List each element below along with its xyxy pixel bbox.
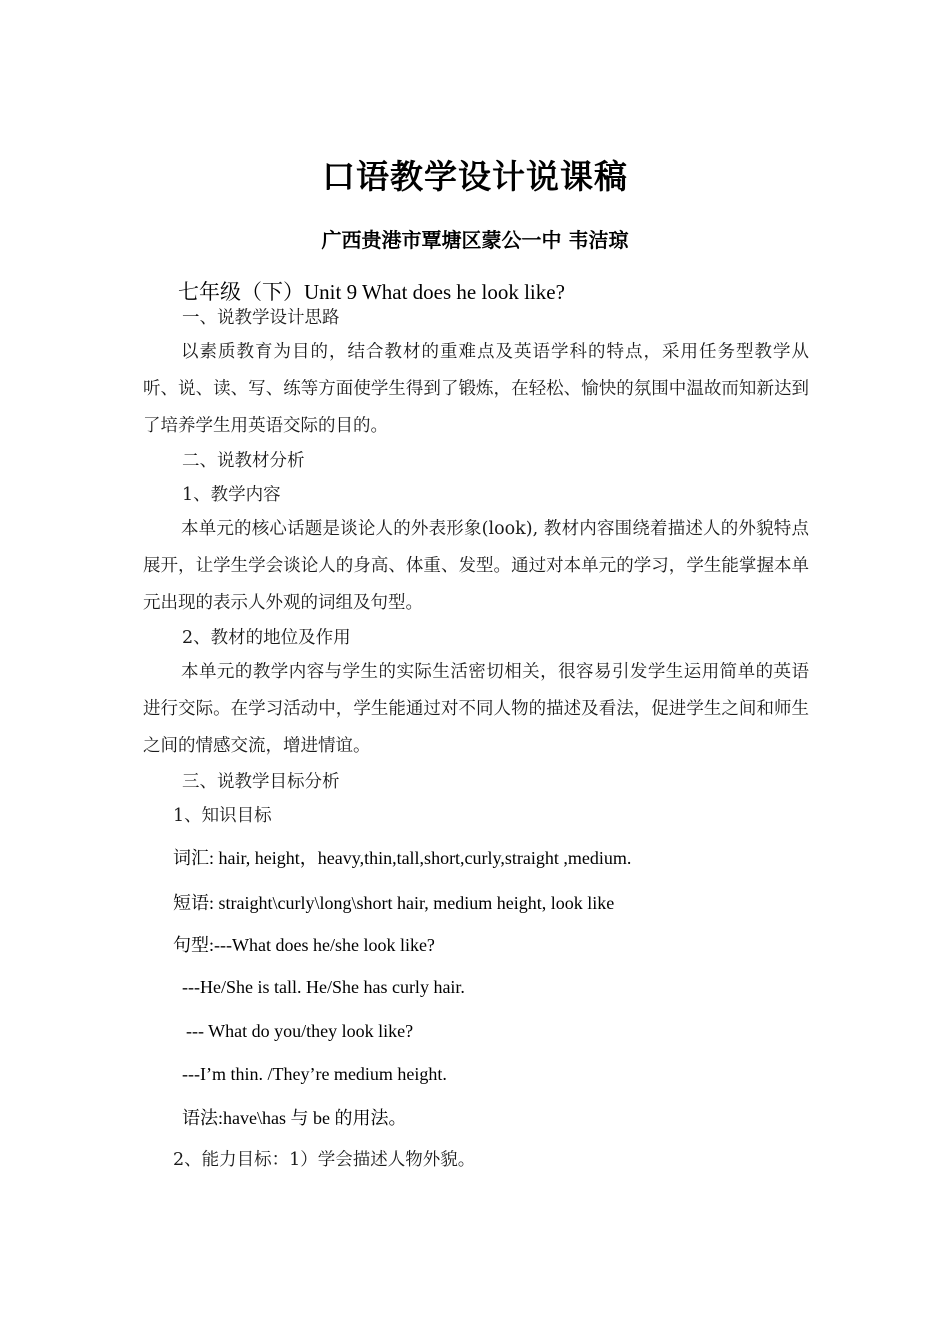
grammar-line: 语法:have\has 与 be 的用法。 (182, 1108, 407, 1128)
phrases-line: 短语: straight\curly\long\short hair, medium height, look like (173, 893, 615, 913)
section1-heading: 一、说教学设计思路 (182, 308, 340, 328)
section2-sub2-heading: 2、教材的地位及作用 (182, 628, 351, 648)
unit-heading: 七年级（下）Unit 9 What does he look like? (178, 280, 565, 304)
section2-sub1-heading: 1、教学内容 (182, 485, 281, 505)
knowledge-goals-heading: 1、知识目标 (173, 806, 272, 826)
section3-heading: 三、说教学目标分析 (182, 772, 340, 792)
section2-sub2-paragraph: 本单元的教学内容与学生的实际生活密切相关，很容易引发学生运用简单的英语进行交际。在学习活动中，学生能通过对不同人物的描述及看法，促进学生之间和师生之间的情感交流，增进情谊。 (143, 662, 809, 756)
pattern-example-2: --- What do you/they look like? (186, 1021, 414, 1041)
section2-heading: 二、说教材分析 (182, 451, 305, 471)
sentence-pattern-line: 句型:---What does he/she look like? (173, 935, 435, 955)
section1-paragraph: 以素质教育为目的，结合教材的重难点及英语学科的特点，采用任务型教学从听、说、读、写、练等方面使学生得到了锻炼，在轻松、愉快的氛围中温故而知新达到了培养学生用英语交际的目的。 (143, 342, 809, 436)
vocabulary-line: 词汇: hair, height，heavy,thin,tall,short,curly,straight ,medium. (173, 848, 632, 868)
ability-goals-line: 2、能力目标：1）学会描述人物外貌。 (173, 1150, 476, 1170)
pattern-example-3: ---I’m thin. /They’re medium height. (182, 1064, 447, 1084)
pattern-example-1: ---He/She is tall. He/She has curly hair. (182, 977, 465, 997)
document-title: 口语教学设计说课稿 (322, 157, 628, 196)
section2-sub1-paragraph: 本单元的核心话题是谈论人的外表形象(look), 教材内容围绕着描述人的外貌特点展开，让学生学会谈论人的身高、体重、发型。通过对本单元的学习，学生能掌握本单元出现的表示人外观的词组及句型。 (143, 519, 809, 613)
author-line: 广西贵港市覃塘区蒙公一中 韦洁琼 (321, 228, 629, 252)
